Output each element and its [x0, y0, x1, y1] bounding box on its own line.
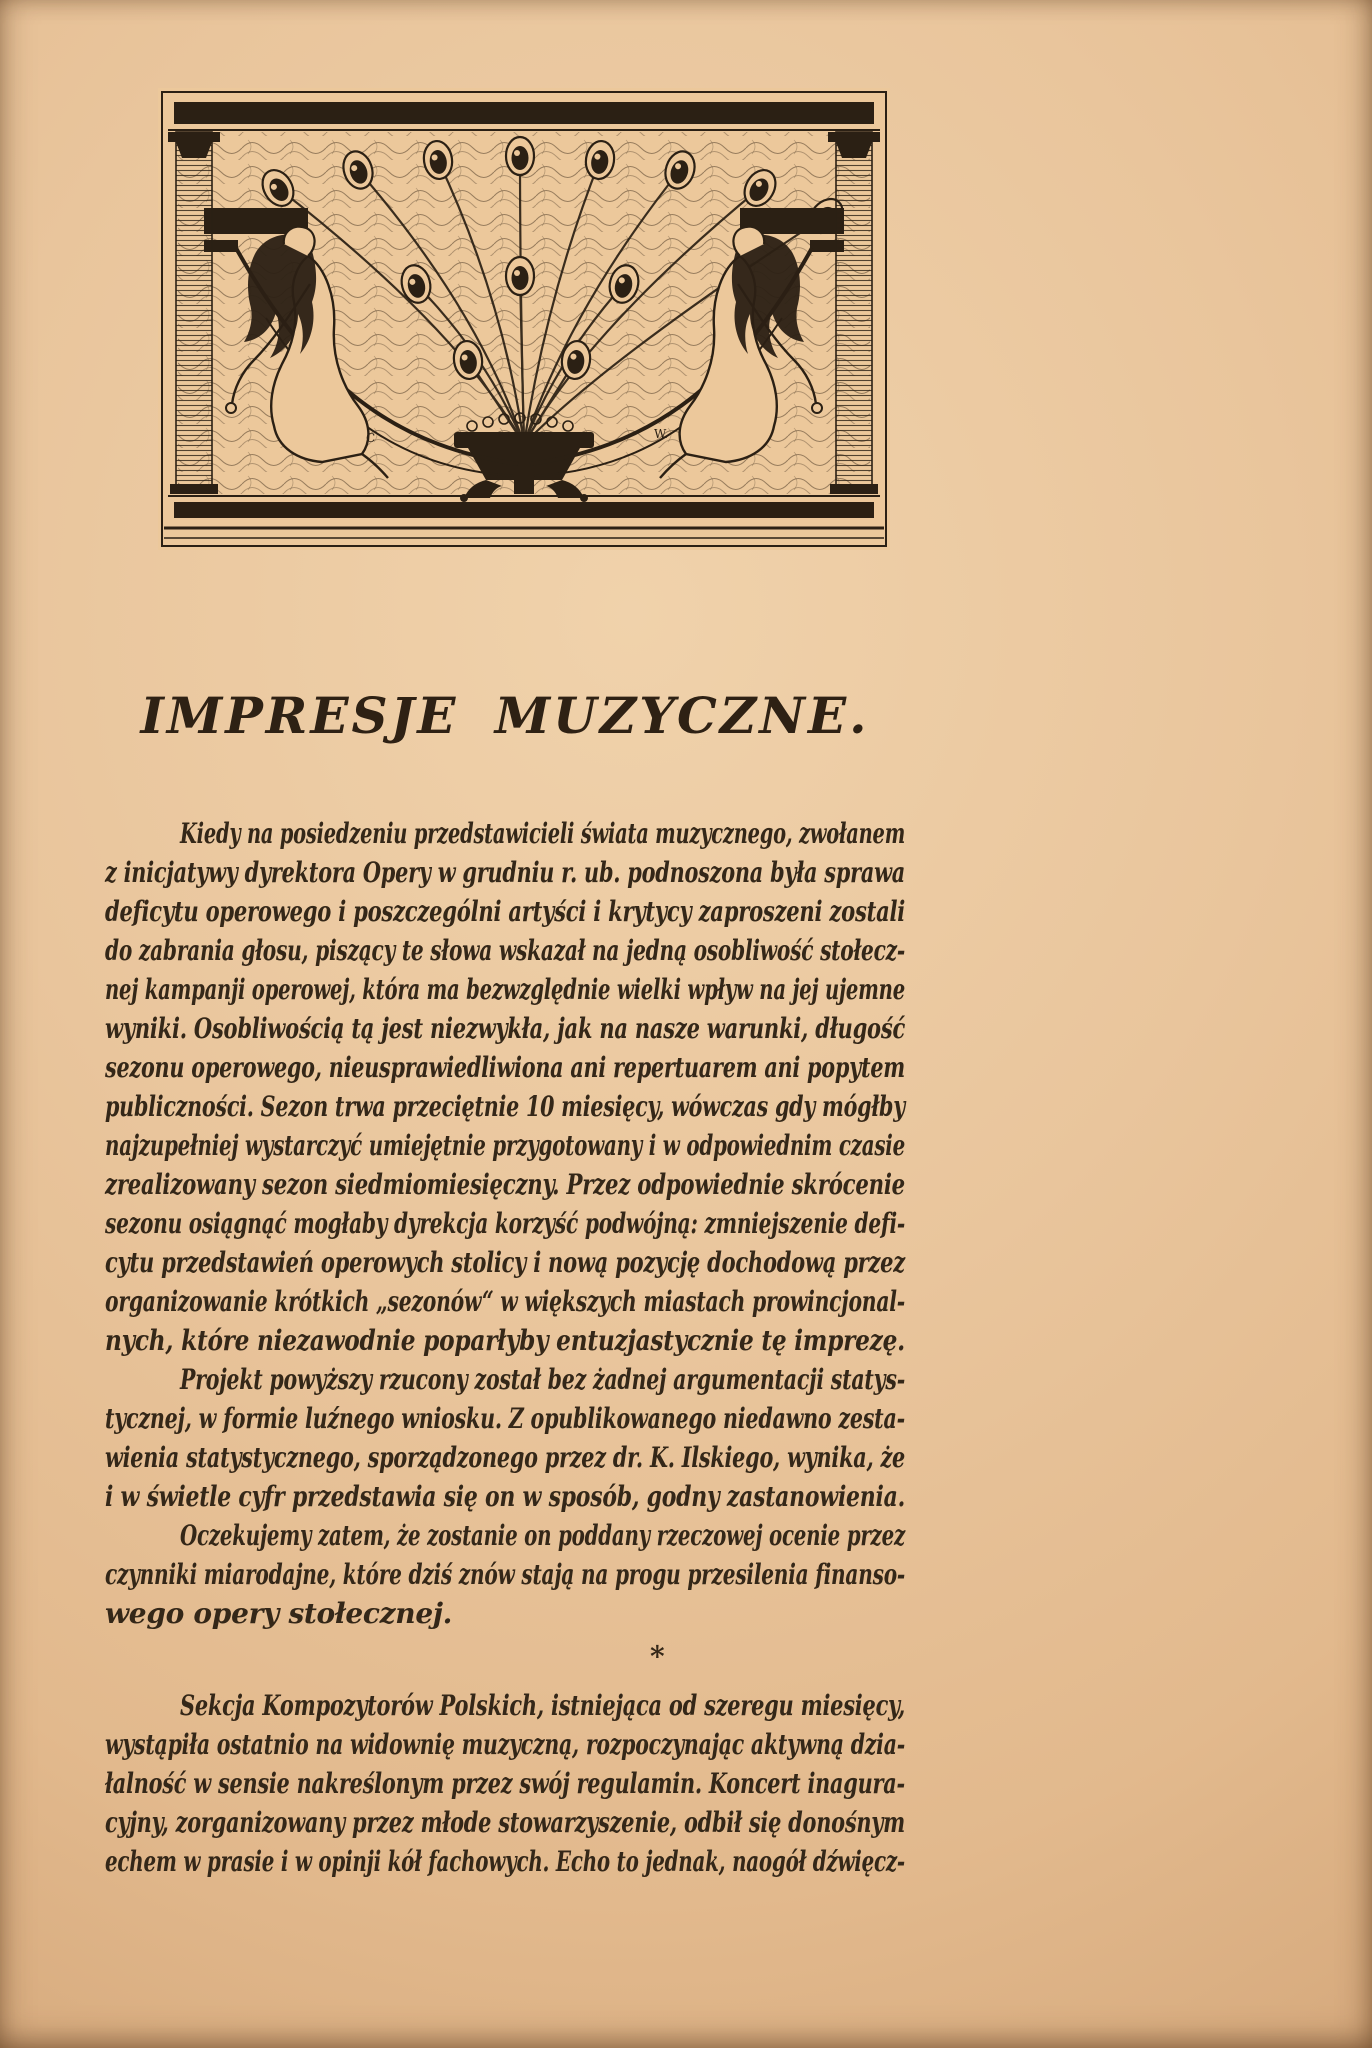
article-body [105, 814, 905, 1881]
text-line: zrealizowany sezon siedmiomiesięczny. Przez odpowiednie skrócenie [105, 1168, 905, 1201]
page-title: IMPRESJE MUZYCZNE. [140, 686, 870, 745]
text-line: nej kampanji operowej, która ma bezwzględnie wielki wpływ na jej ujemne [105, 973, 905, 1006]
text-line: sezonu operowego, nieusprawiedliwiona ani repertuarem ani popytem [105, 1051, 906, 1084]
text-line: łalność w sensie nakreślonym przez swój regulamin. Koncert inagura- [105, 1767, 905, 1800]
text-line: sezonu osiągnąć mogłaby dyrekcja korzyść podwójną: zmniejszenie defi- [105, 1207, 906, 1240]
text-line: echem w prasie i w opinji kół fachowych. Echo to jednak, naogół dźwięcz- [105, 1845, 905, 1878]
text-line: z inicjatywy dyrektora Opery w grudniu r. ub. podnoszona była sprawa [105, 856, 906, 889]
text-line: czynniki miarodajne, które dziś znów stają na progu przesilenia finanso- [105, 1558, 906, 1591]
text-line: nych, które niezawodnie poparłyby entuzjastycznie tę imprezę. [105, 1324, 905, 1357]
headpiece-illustration [158, 88, 890, 550]
text-line: wyniki. Osobliwością tą jest niezwykła, jak na nasze warunki, długość [105, 1012, 906, 1045]
engraver-signature-left: C [366, 431, 376, 445]
text-line: Projekt powyższy rzucony został bez żadnej argumentacji statys- [180, 1363, 905, 1396]
text-line: i w świetle cyfr przedstawia się on w sposób, godny zastanowienia. [105, 1480, 906, 1513]
paragraph [105, 1516, 905, 1633]
text-line: Oczekujemy zatem, że zostanie on poddany rzeczowej ocenie przez [180, 1519, 905, 1552]
engraver-signature-right: W. [654, 427, 669, 441]
text-line: cytu przedstawień operowych stolicy i nową pozycję dochodową przez [105, 1246, 906, 1279]
text-line: Kiedy na posiedzeniu przedstawicieli świata muzycznego, zwołanem [180, 817, 906, 850]
text-line: tycznej, w formie luźnego wniosku. Z opublikowanego niedawno zesta- [105, 1402, 905, 1435]
text-line: Sekcja Kompozytorów Polskich, istniejąca od szeregu miesięcy, [180, 1689, 906, 1722]
paragraph [105, 1360, 905, 1516]
text-line: wienia statystycznego, sporządzonego przez dr. K. Ilskiego, wynika, że [105, 1441, 905, 1474]
text-line: najzupełniej wystarczyć umiejętnie przygotowany i w odpowiednim czasie [105, 1129, 906, 1162]
text-line: wego opery stołecznej. [105, 1597, 453, 1630]
text-line: wystąpiła ostatnio na widownię muzyczną, rozpoczynając aktywną dzia- [105, 1728, 906, 1761]
text-line: deficytu operowego i poszczególni artyści i krytycy zaproszeni zostali [105, 895, 906, 928]
paragraph [105, 814, 905, 1360]
paragraph [105, 1686, 905, 1881]
text-line: organizowanie krótkich „sezonów“ w większych miastach prowincjonal- [105, 1285, 905, 1318]
text-line: cyjny, zorganizowany przez młode stowarzyszenie, odbił się donośnym [105, 1806, 905, 1839]
text-line: do zabrania głosu, piszący te słowa wskazał na jedną osobliwość stołecz- [105, 934, 905, 967]
text-line: publiczności. Sezon trwa przeciętnie 10 miesięcy, wówczas gdy mógłby [105, 1090, 905, 1123]
section-separator: * [650, 1640, 665, 1673]
